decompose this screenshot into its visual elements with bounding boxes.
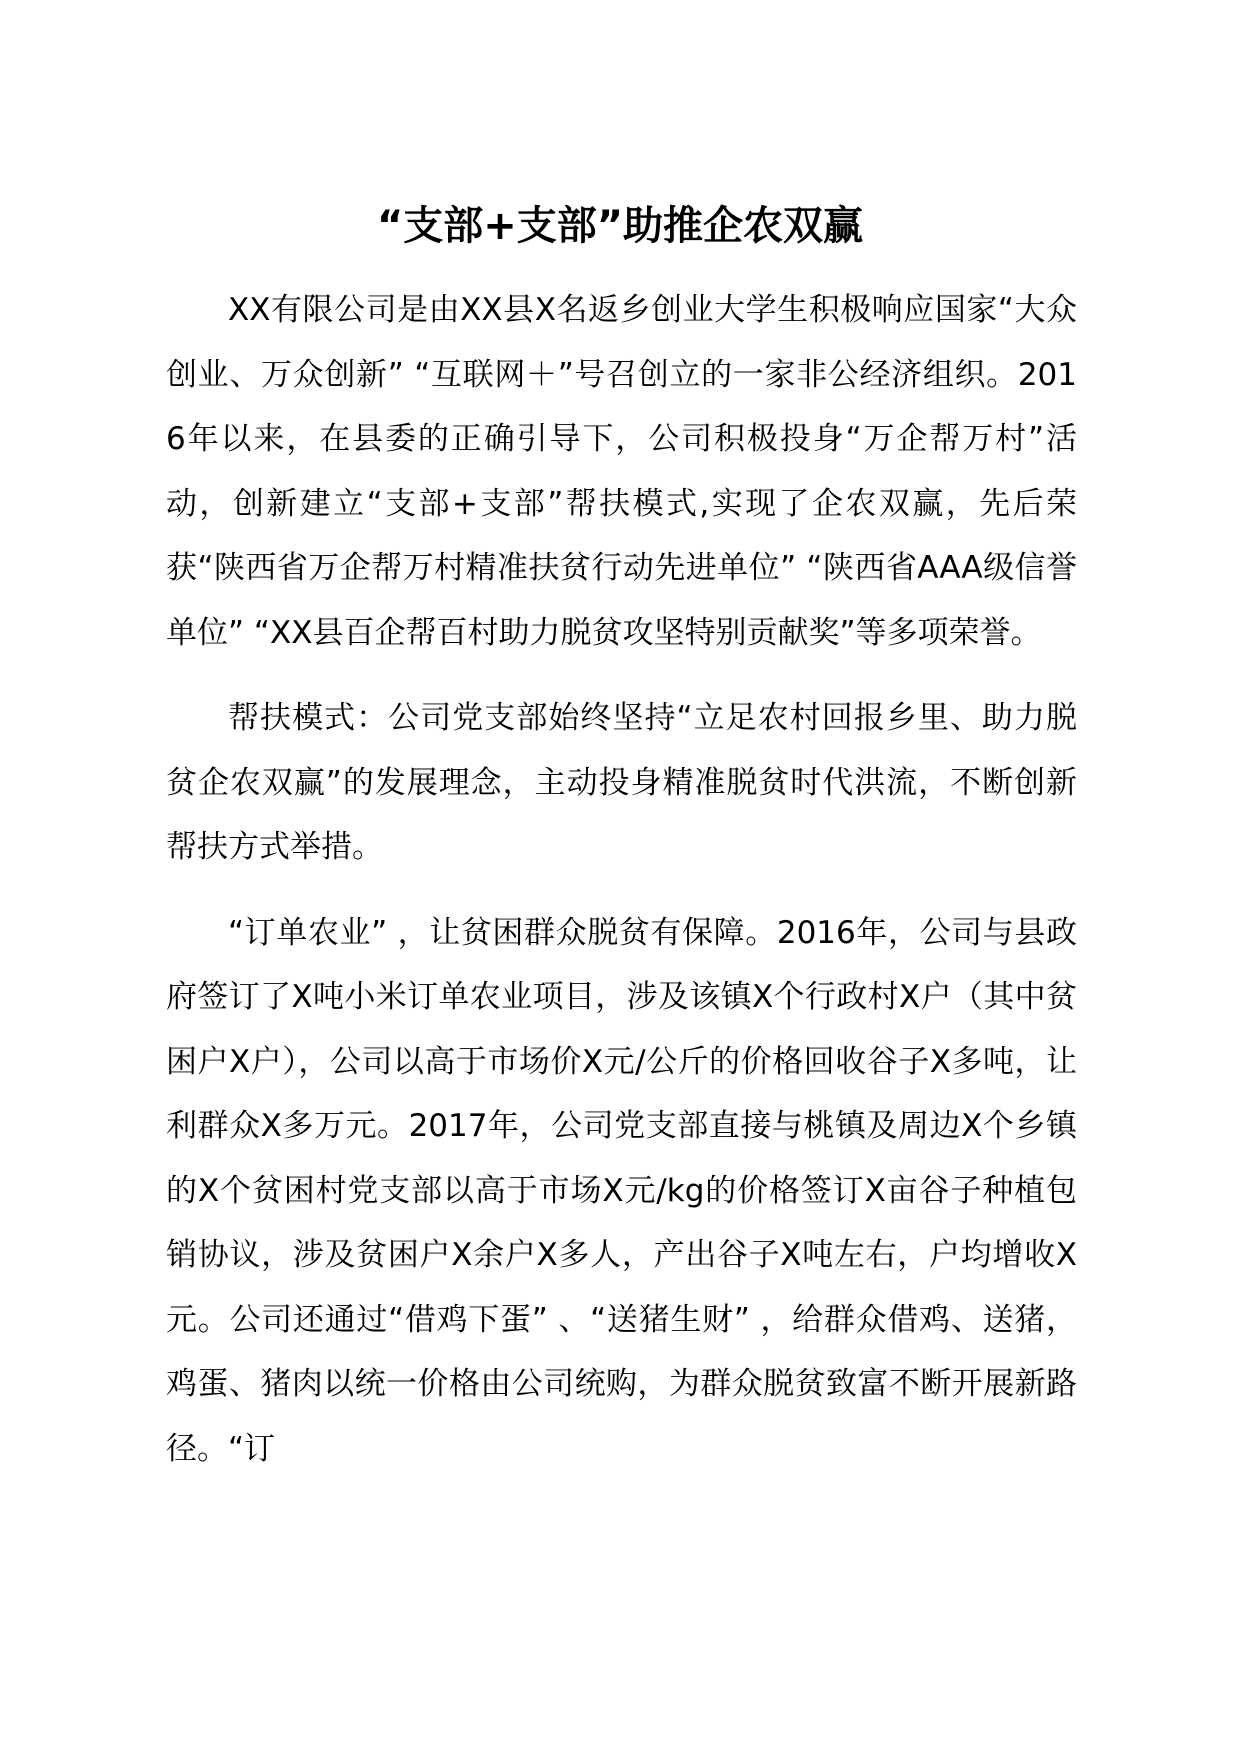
document-body <box>166 278 1077 1481</box>
document-title: “支部+支部”助推企农双赢 <box>376 203 864 249</box>
paragraph-assistance-model: 帮扶模式：公司党支部始终坚持“立足农村回报乡里、助力脱贫企农双赢”的发展理念，主动投身精准脱贫时代洪流，不断创新帮扶方式举措。 <box>166 700 1077 865</box>
paragraph-company-intro: XX有限公司是由XX县X名返乡创业大学生积极响应国家“大众创业、万众创新” “互联网＋”号召创立的一家非公经济组织。2016年以来，在县委的正确引导下，公司积极投身“万企帮万村”活动，创新建立“支部+支部”帮扶模式,实现了企农双赢，先后荣获“陕西省万企帮万村精准扶贫行动先进单位” “陕西省AAA级信誉单位” “XX县百企帮百村助力脱贫攻坚特别贡献奖”等多项荣誉。 <box>166 292 1077 651</box>
paragraph-order-agriculture: “订单农业” ，让贫困群众脱贫有保障。2016年，公司与县政府签订了X吨小米订单农业项目，涉及该镇X个行政村X户（其中贫困户X户），公司以高于市场价X元/公斤的价格回收谷子X多吨，让利群众X多万元。2017年，公司党支部直接与桃镇及周边X个乡镇的X个贫困村党支部以高于市场X元/kg的价格签订X亩谷子种植包销协议，涉及贫困户X余户X多人，产出谷子X吨左右，户均增收X元。公司还通过“借鸡下蛋” 、“送猪生财” ，给群众借鸡、送猪，鸡蛋、猪肉以统一价格由公司统购，为群众脱贫致富不断开展新路径。“订 <box>166 914 1077 1467</box>
